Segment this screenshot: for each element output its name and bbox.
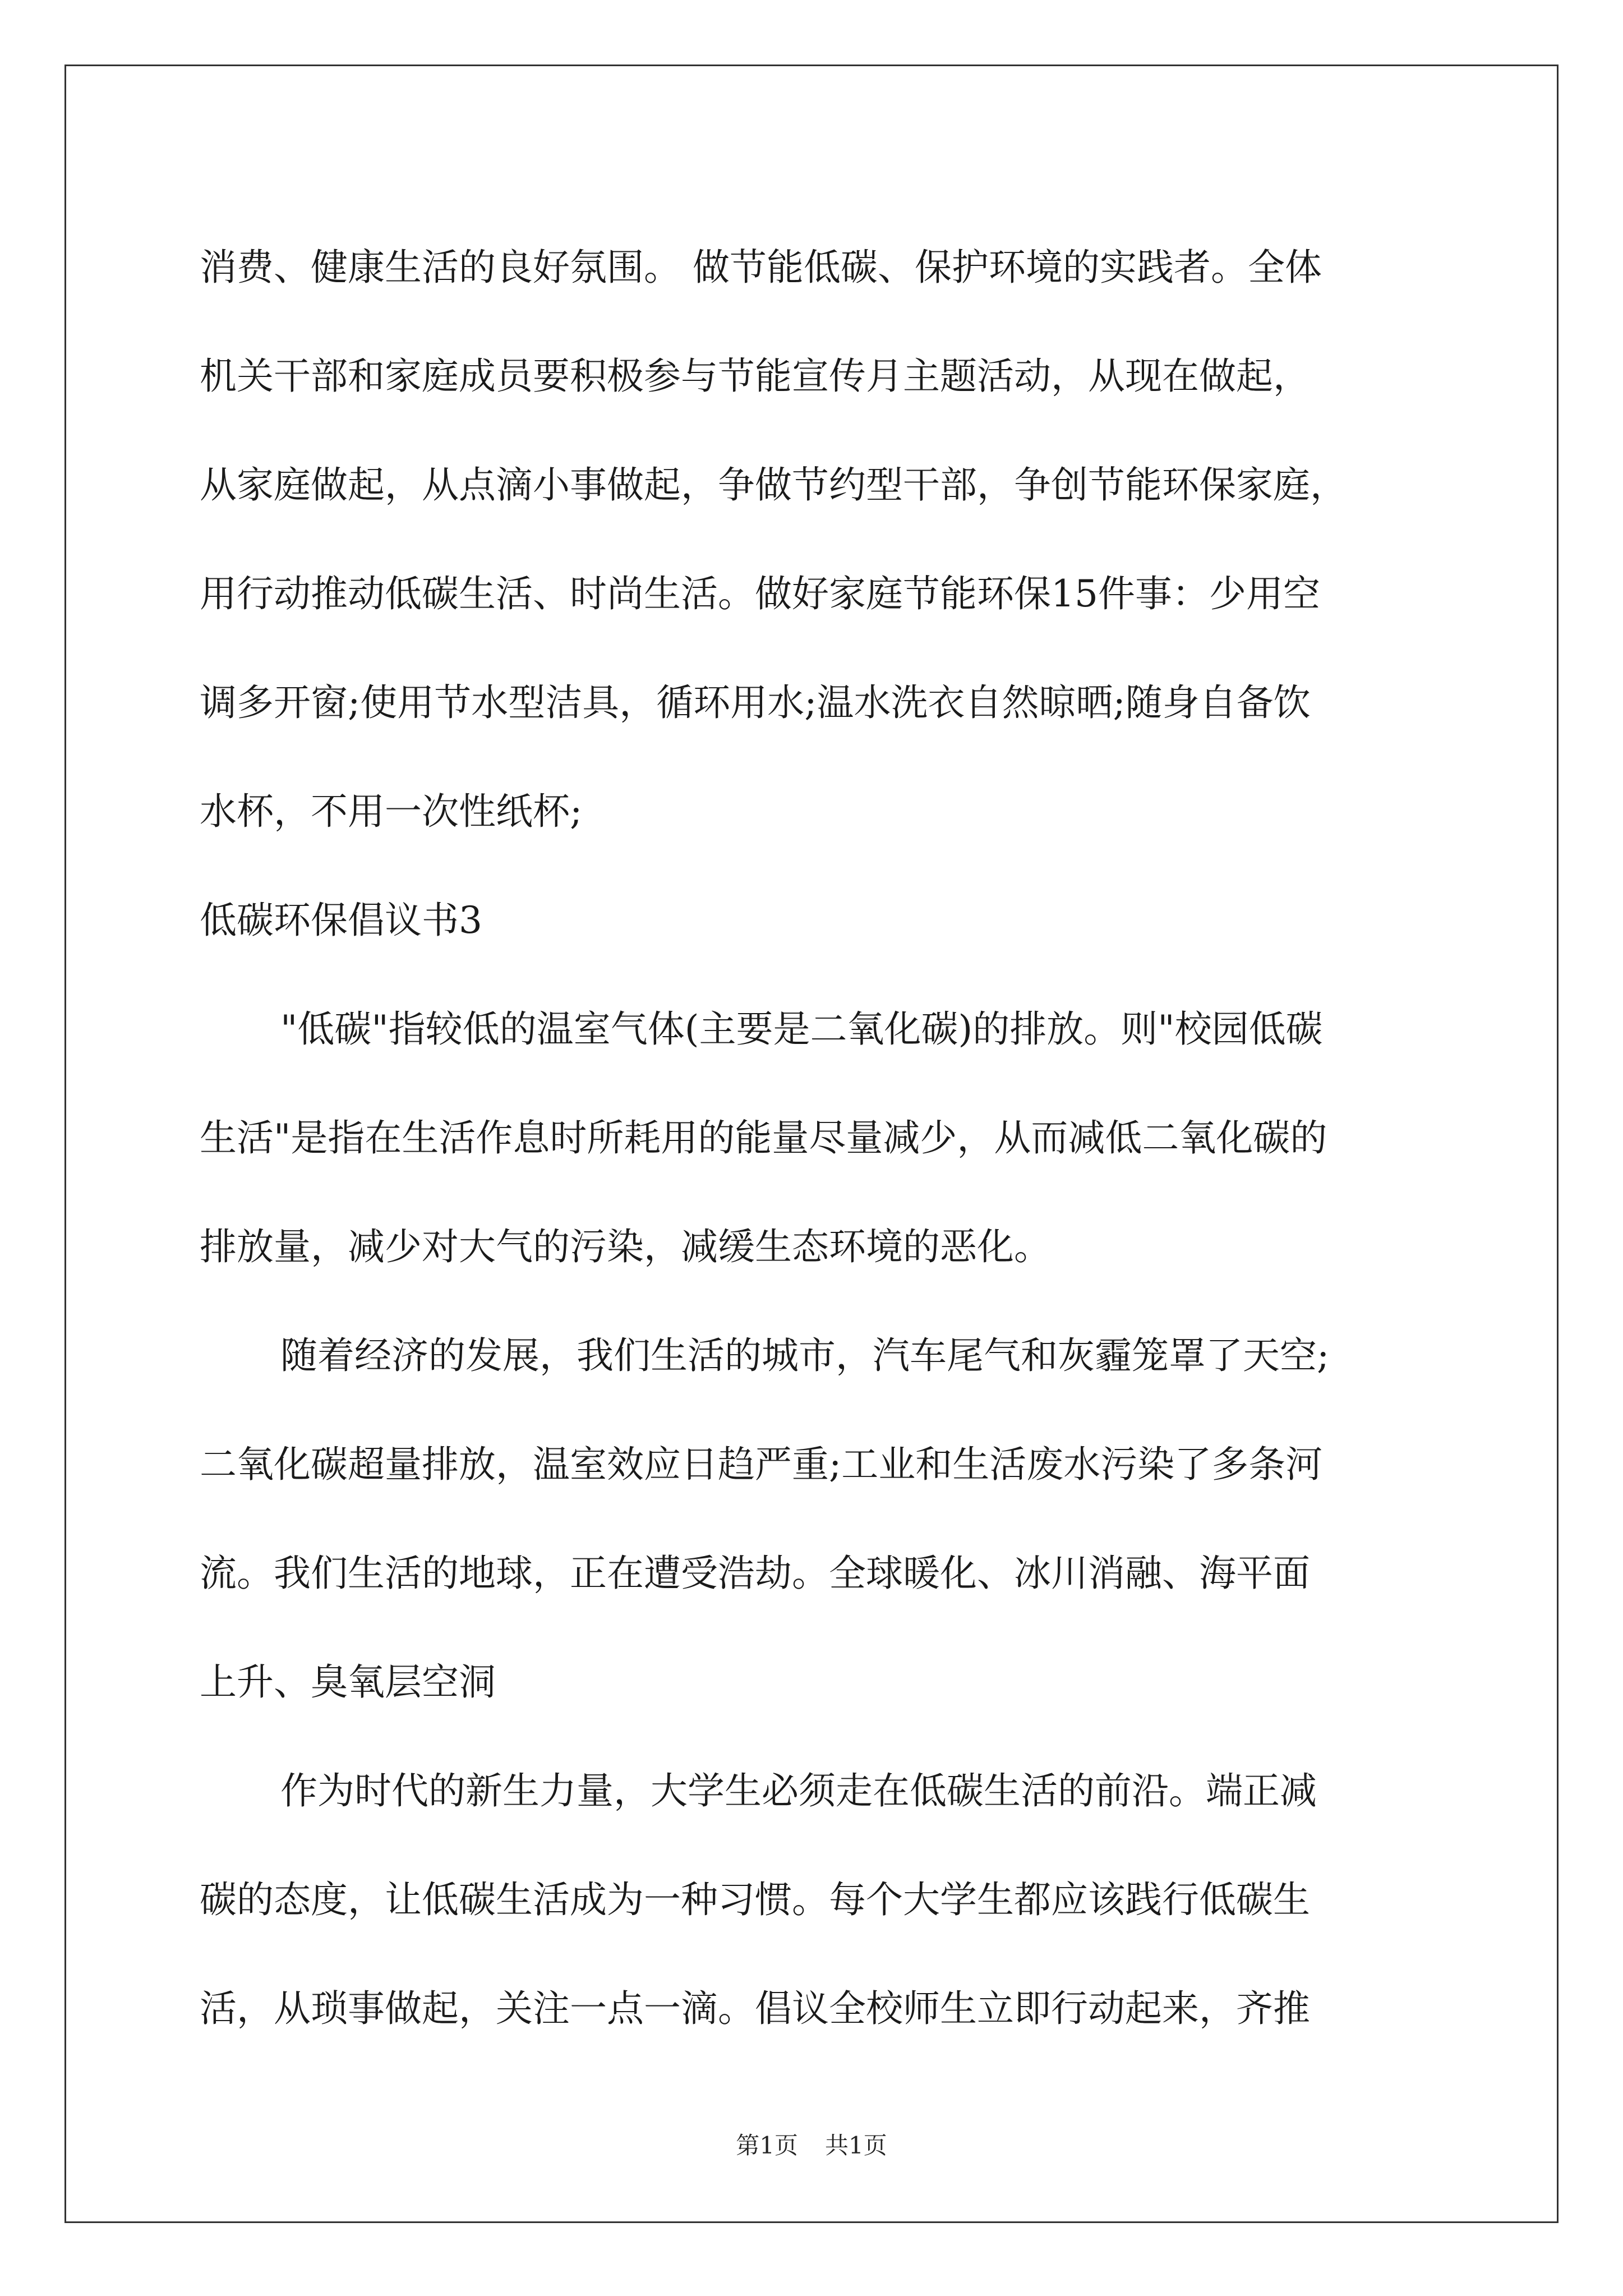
- text-line: 消费、健康生活的良好氛围。 做节能低碳、保护环境的实践者。全体: [200, 246, 1322, 289]
- text-line: 流。我们生活的地球，正在遭受浩劫。全球暖化、冰川消融、海平面: [200, 1552, 1310, 1595]
- text-line: 上升、臭氧层空洞: [200, 1660, 496, 1704]
- document-body: [200, 213, 1439, 2063]
- text-line: "低碳"指较低的温室气体(主要是二氧化碳)的排放。则"校园低碳: [280, 1007, 1323, 1051]
- text-line: 活，从琐事做起，关注一点一滴。倡议全校师生立即行动起来，齐推: [200, 1987, 1310, 2030]
- page-total: 共1页: [825, 2132, 887, 2159]
- text-line: 从家庭做起，从点滴小事做起，争做节约型干部，争创节能环保家庭，: [200, 463, 1347, 507]
- text-line: 调多开窗;使用节水型洁具，循环用水;温水洗衣自然晾晒;随身自备饮: [200, 681, 1311, 724]
- page-number: 第1页: [736, 2132, 798, 2159]
- text-line: 水杯，不用一次性纸杯;: [200, 790, 583, 833]
- text-line: 二氧化碳超量排放，温室效应日趋严重;工业和生活废水污染了多条河: [200, 1443, 1323, 1486]
- text-line: 生活"是指在生活作息时所耗用的能量尽量减少，从而减低二氧化碳的: [200, 1116, 1327, 1159]
- text-line: 碳的态度，让低碳生活成为一种习惯。每个大学生都应该践行低碳生: [200, 1878, 1310, 1921]
- text-line: 随着经济的发展，我们生活的城市，汽车尾气和灰霾笼罩了天空;: [280, 1334, 1330, 1377]
- text-line: 排放量，减少对大气的污染，减缓生态环境的恶化。: [200, 1225, 1051, 1268]
- text-line: 用行动推动低碳生活、时尚生活。做好家庭节能环保15件事：少用空: [200, 572, 1320, 615]
- section-heading: 低碳环保倡议书3: [200, 899, 482, 942]
- text-line: 机关干部和家庭成员要积极参与节能宣传月主题活动，从现在做起，: [200, 355, 1310, 398]
- text-line: 作为时代的新生力量，大学生必须走在低碳生活的前沿。端正减: [280, 1769, 1317, 1812]
- page-footer: [0, 2129, 1623, 2162]
